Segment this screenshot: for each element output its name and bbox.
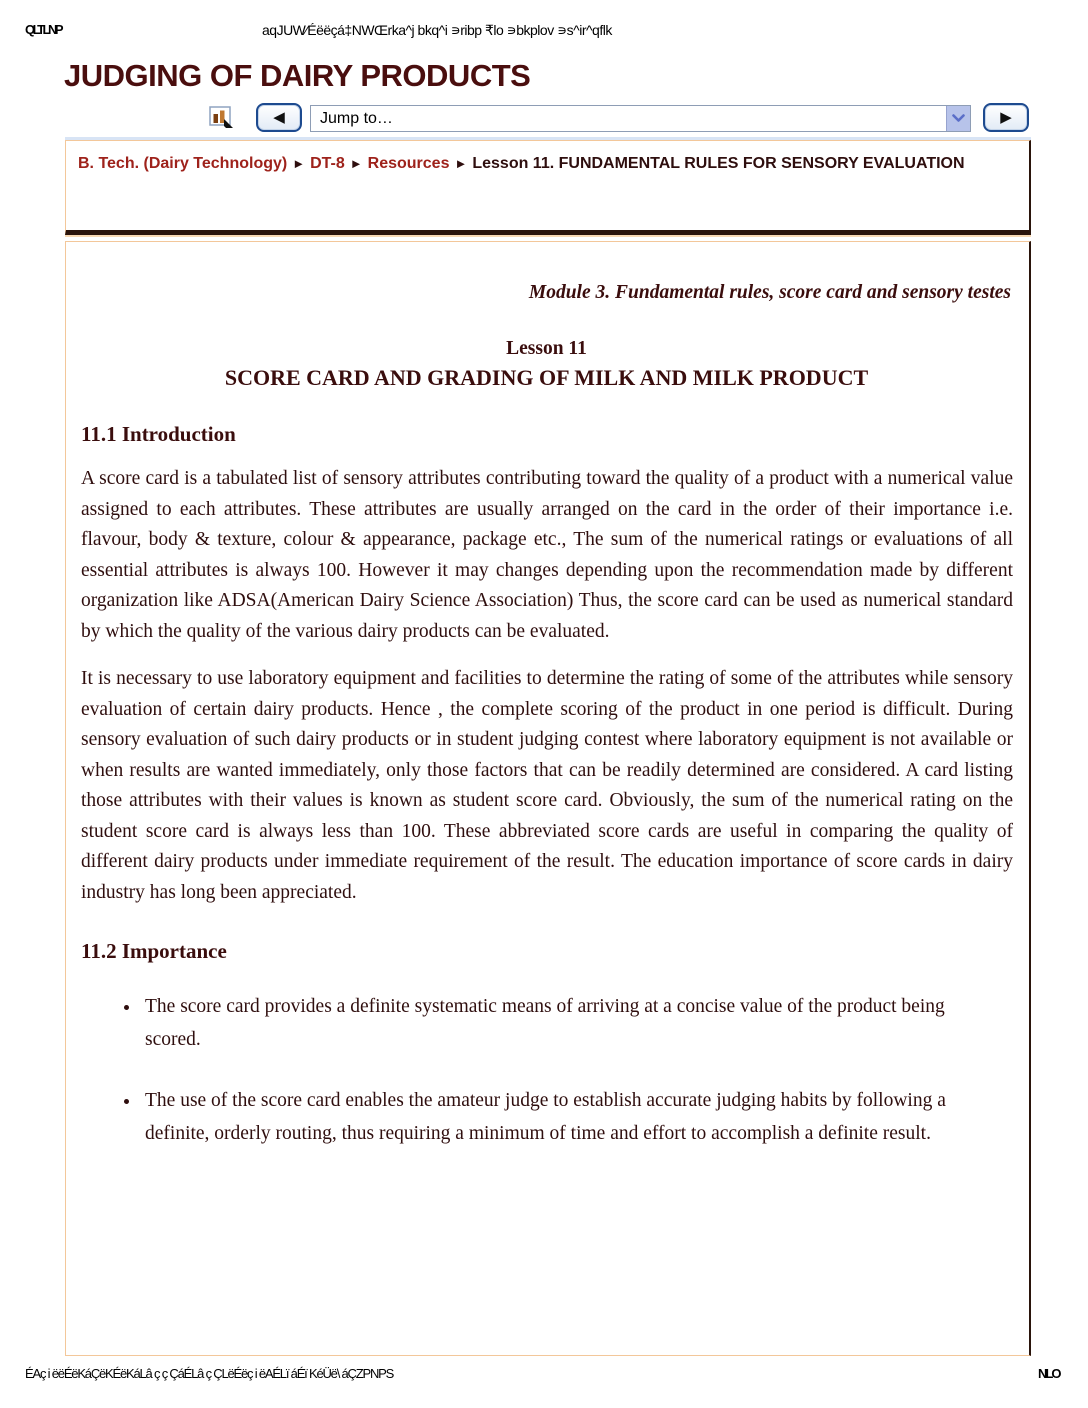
pdf-footer-page-number: NLO (1038, 1366, 1060, 1381)
lesson-title: SCORE CARD AND GRADING OF MILK AND MILK PRODUCT (224, 365, 869, 390)
section-heading-introduction: 11.1 Introduction (81, 422, 236, 446)
breadcrumb-link-resources[interactable]: Resources (367, 155, 450, 172)
next-activity-button[interactable]: ▶ (983, 103, 1029, 132)
jump-to-select[interactable] (310, 105, 971, 132)
pdf-header-title: aqJUW⁄Éëëçá‡NWŒrka^j bkq^i ∍ribp ₹lo ∍bkplov ∍s^ir^qflk (262, 22, 612, 38)
breadcrumb (65, 140, 1031, 235)
pdf-footer-url: ÉAç i ëëÉëKáÇëKÉëKáLâ ç ç ÇáÉLâ ç ÇLëÉëç i ëAÉLï áÉï KéÜë\ áÇZPNPS (25, 1366, 394, 1381)
breadcrumb-separator-icon: ► (292, 156, 306, 171)
previous-activity-button[interactable]: ◀ (256, 103, 302, 132)
jump-to-selected-value: Jump to… (320, 109, 393, 127)
pdf-header-date: QLTLNP (25, 22, 62, 37)
intro-paragraph-1: A score card is a tabulated list of sensory attributes contributing toward the quality of a product with a numerical value assigned to each attributes. These attributes are usually arranged on the card in the order of their importance i.e. flavour, body & texture, colour & appearance, package etc., The sum of the numerical ratings or evaluations of all essential attributes is always 100. However it may changes depending upon the recommendation made by different organization like ADSA(American Dairy Science Association) Thus, the score card can be used as numerical standard by which the quality of the various dairy products can be evaluated. (81, 468, 1013, 642)
section-heading-importance: 11.2 Importance (81, 939, 227, 963)
lesson-number: Lesson 11 (506, 338, 587, 359)
chevron-down-icon[interactable] (946, 106, 970, 131)
breadcrumb-link-dt8[interactable]: DT-8 (310, 155, 345, 172)
list-item: • The score card provides a definite systematic means of arriving at a concise value of the product being scored. (141, 990, 1001, 1056)
breadcrumb-current-page: Lesson 11. FUNDAMENTAL RULES FOR SENSORY EVALUATION (472, 155, 965, 172)
breadcrumb-separator-icon: ► (454, 156, 468, 171)
breadcrumb-separator-icon: ► (349, 156, 363, 171)
module-heading: Module 3. Fundamental rules, score card and sensory testes (528, 282, 1011, 303)
list-item: • The use of the score card enables the amateur judge to establish accurate judging habits by following a definite, orderly routing, thus requiring a minimum of time and effort to accomplish a definite result. (141, 1084, 1001, 1150)
activity-icon (209, 106, 235, 130)
page-title: JUDGING OF DAIRY PRODUCTS (64, 58, 531, 93)
breadcrumb-link-course[interactable]: B. Tech. (Dairy Technology) (78, 155, 288, 172)
importance-bullet-list (80, 990, 1013, 1150)
intro-paragraph-2: It is necessary to use laboratory equipment and facilities to determine the rating of some of the attributes while sensory evaluation of certain dairy products. Hence , the complete scoring of the product in one period is difficult. During sensory evaluation of such dairy products or in student judging contest where laboratory equipment is not available or when results are wanted immediately, only those factors that can be readily determined are considered. A card listing those attributes with their values is known as student score card. Obviously, the sum of the numerical rating on the student score card is always less than 100. These abbreviated score cards are useful in comparing the quality of different dairy products under immediate requirement of the result. The education importance of score cards in dairy industry has long been appreciated. (81, 668, 1013, 903)
lesson-content (65, 241, 1031, 1356)
